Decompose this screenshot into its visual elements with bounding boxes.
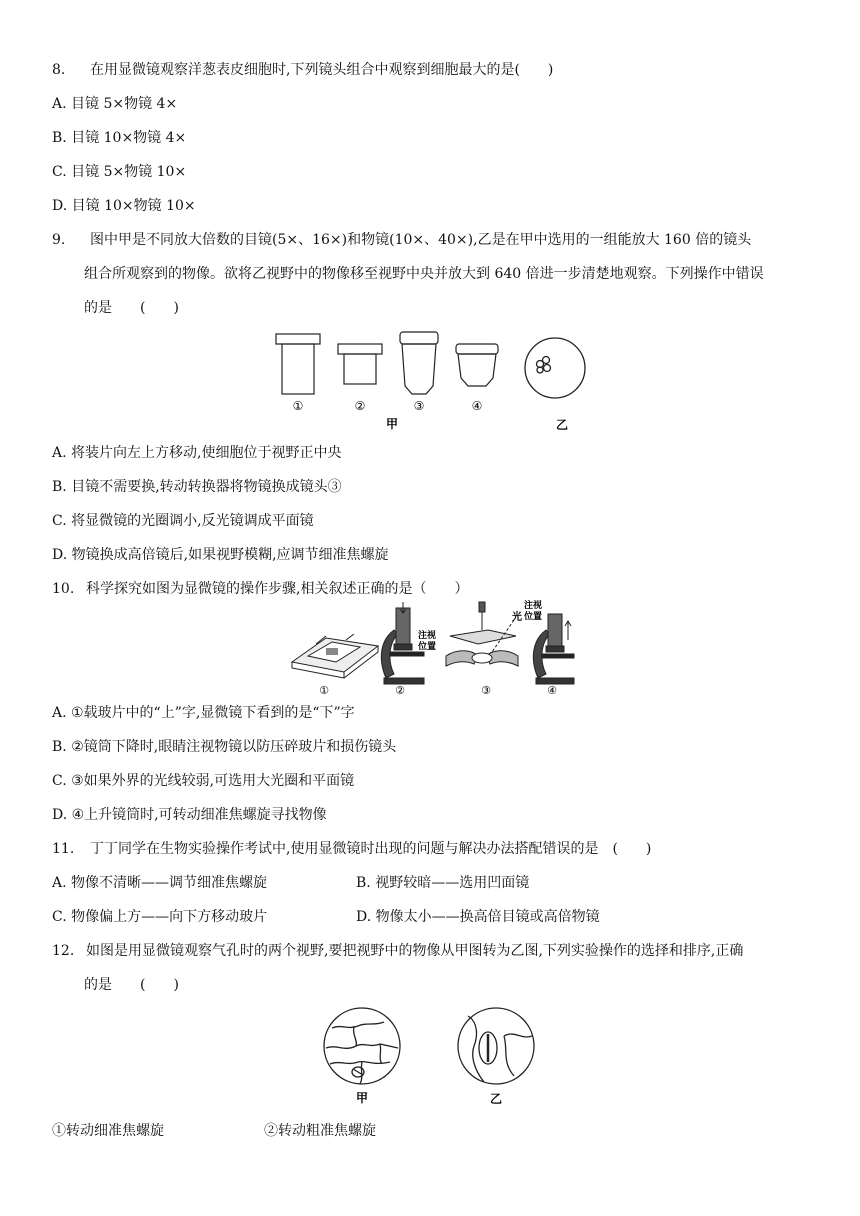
q10-label-3: ③ (481, 684, 491, 696)
q8-stem-text: 在用显微镜观察洋葱表皮细胞时,下列镜头组合中观察到细胞最大的是( ) (90, 62, 554, 78)
q8-option-d: D. 目镜 10×物镜 10× (52, 198, 196, 214)
q10-label-1: ① (319, 684, 329, 696)
q10-annot2-line1: 注视 (418, 631, 437, 641)
q8-option-b: B. 目镜 10×物镜 4× (52, 130, 187, 146)
q9-option-a: A. 将装片向左上方移动,使细胞位于视野正中央 (52, 445, 342, 461)
q9-caption-jia: 甲 (385, 417, 399, 431)
q9-stem-line1: 图中甲是不同放大倍数的目镜(5×、16×)和物镜(10×、40×),乙是在甲中选用的一组能放大 160 倍的镜头 (90, 232, 752, 248)
q12-stem (52, 941, 743, 961)
q8-option-c: C. 目镜 5×物镜 10× (52, 164, 187, 180)
q12-caption-jia: 甲 (355, 1091, 369, 1105)
q10-stem (52, 579, 468, 599)
q12-step-1: ①转动细准焦螺旋 (52, 1123, 164, 1139)
q12-step-2: ②转动粗准焦螺旋 (264, 1123, 376, 1139)
q10-annot2-line2: 位置 (418, 642, 437, 652)
q12-figure (318, 1006, 548, 1108)
q9-stem-line3: 的是 ( ) (84, 300, 179, 316)
q8-number: 8. (52, 62, 66, 78)
field-of-view-icon (525, 338, 585, 398)
q11-option-d: D. 物像太小——换高倍目镜或高倍物镜 (356, 909, 600, 925)
lens-4-icon (456, 344, 498, 386)
q10-annot4-line1: 注视 (524, 601, 543, 611)
q9-label-3: ③ (413, 399, 425, 413)
q11-number: 11. (52, 841, 75, 857)
q9-option-c: C. 将显微镜的光圈调小,反光镜调成平面镜 (52, 513, 314, 529)
q10-label-4: ④ (547, 684, 557, 696)
q10-label-2: ② (395, 684, 405, 696)
q9-caption-yi: 乙 (555, 418, 569, 432)
q10-option-a: A. ①载玻片中的“上”字,显微镜下看到的是“下”字 (52, 705, 355, 721)
q10-number: 10. (52, 581, 75, 597)
q10-annot4-line2: 位置 (524, 612, 543, 622)
q9-number: 9. (52, 232, 66, 248)
hands-mirror-icon (446, 602, 518, 666)
q10-option-b: B. ②镜筒下降时,眼睛注视物镜以防压碎玻片和损伤镜头 (52, 739, 397, 755)
q8-stem (52, 60, 553, 80)
q10-option-c: C. ③如果外界的光线较弱,可选用大光圈和平面镜 (52, 773, 355, 789)
lens-1-icon (276, 334, 320, 394)
q10-option-d: D. ④上升镜筒时,可转动细准焦螺旋寻找物像 (52, 807, 327, 823)
q12-stem-line2: 的是 ( ) (84, 977, 179, 993)
view-yi-icon (458, 1008, 534, 1084)
q11-stem-text: 丁丁同学在生物实验操作考试中,使用显微镜时出现的问题与解决办法搭配错误的是 ( ) (90, 841, 652, 857)
q9-label-2: ② (354, 399, 366, 413)
q9-figure (270, 328, 600, 436)
q9-label-1: ① (292, 399, 304, 413)
q12-number: 12. (52, 943, 75, 959)
q9-stem (52, 230, 751, 250)
slide-stage-icon (292, 634, 378, 678)
q11-option-a: A. 物像不清晰——调节细准焦螺旋 (52, 875, 268, 891)
q10-annot3: 光 (512, 612, 522, 623)
q9-option-d: D. 物镜换成高倍镜后,如果视野模糊,应调节细准焦螺旋 (52, 547, 389, 563)
q10-figure (286, 600, 576, 696)
microscope-raising-icon (533, 614, 574, 684)
q9-label-4: ④ (471, 399, 483, 413)
q9-stem-line2: 组合所观察到的物像。欲将乙视野中的物像移至视野中央并放大到 640 倍进一步清楚地观察。下列操作中错误 (84, 266, 764, 282)
q10-stem-text: 科学探究如图为显微镜的操作步骤,相关叙述正确的是（ ） (86, 581, 469, 597)
q9-option-b: B. 目镜不需要换,转动转换器将物镜换成镜头③ (52, 479, 342, 495)
view-jia-icon (324, 1008, 400, 1084)
q11-stem (52, 839, 651, 859)
q11-option-c: C. 物像偏上方——向下方移动玻片 (52, 909, 268, 925)
q11-option-b: B. 视野较暗——选用凹面镜 (356, 875, 530, 891)
lens-2-icon (338, 344, 382, 384)
q12-stem-line1: 如图是用显微镜观察气孔时的两个视野,要把视野中的物像从甲图转为乙图,下列实验操作的选择和排序,正确 (86, 943, 744, 959)
q12-caption-yi: 乙 (489, 1092, 503, 1106)
lens-3-icon (400, 332, 438, 394)
q8-option-a: A. 目镜 5×物镜 4× (52, 96, 178, 112)
